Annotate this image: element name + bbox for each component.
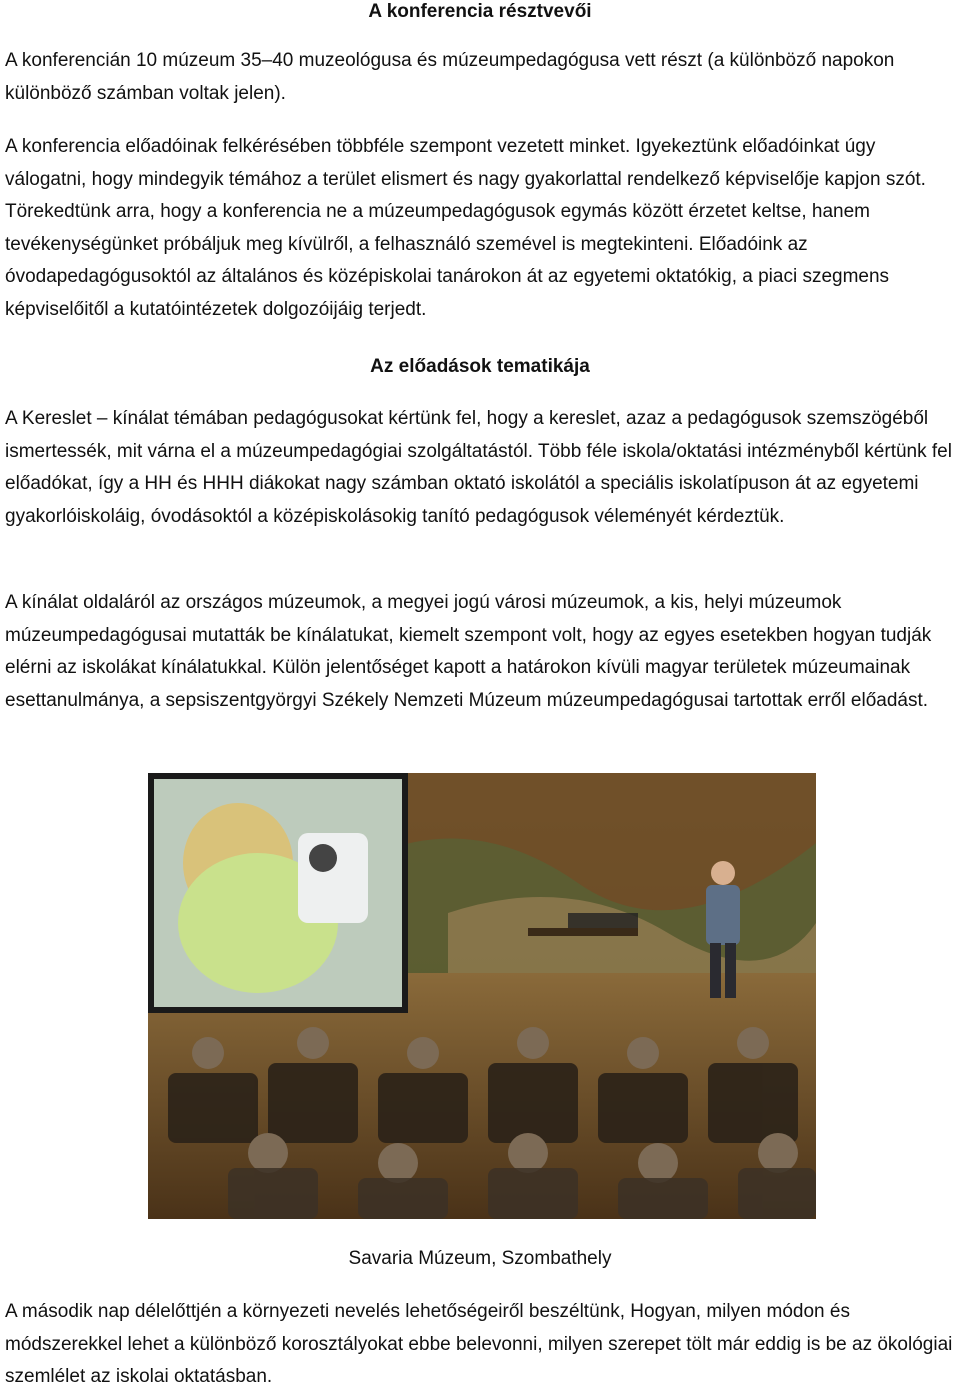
paragraph-offer-side: A kínálat oldaláról az országos múzeumok, a megyei jogú városi múzeumok, a kis, helyi múzeumok múzeumpedagógusai mutatták be kínálatukat, kiemelt szempont volt, hogy az egyes esetekben hogyan tudják elérni az iskolákat kínálatukkal. Külön jelentőséget kapott a határokon kívüli magyar területek múzeumainak esettanulmánya, a sepsiszentgyörgyi Székely Nemzeti Múzeum múzeumpedagógusai tartottak erről előadást. [5, 592, 932, 711]
section-title-topics: Az előadások tematikája [370, 356, 590, 377]
photo-caption: Savaria Múzeum, Szombathely [348, 1248, 612, 1269]
conference-photo [148, 773, 816, 1219]
paragraph-participants-count: A konferencián 10 múzeum 35–40 muzeológusa és múzeumpedagógusa vett részt (a különböző napokon különböző számban voltak jelen). [5, 50, 895, 104]
paragraph-environmental-education: A második nap délelőttjén a környezeti nevelés lehetőségeiről beszéltünk, Hogyan, milyen módon és módszerekkel lehet a különböző korosztályokat ebbe belevonni, milyen szerepet tölt már eddig is be az ökológiai szemlélet az iskolai oktatásban. [5, 1301, 953, 1388]
paragraph-speaker-selection: A konferencia előadóinak felkérésében többféle szempont vezetett minket. Igyekeztünk előadóinkat úgy válogatni, hogy mindegyik témához a terület elismert és nagy gyakorlattal rendelkező képviselője kapjon szót. Törekedtünk arra, hogy a konferencia ne a múzeumpedagógusok egymás között érzetet keltse, hanem tevékenységünket próbáljuk meg kívülről, a felhasználó szemével is megtekinteni. Előadóink az óvodapedagógusoktól az általános és középiskolai tanárokon át az egyetemi oktatókig, a piaci szegmens képviselőitől a kutatóintézetek dolgozóijáig terjedt. [5, 136, 926, 320]
paragraph-demand-offer: A Kereslet – kínálat témában pedagógusokat kértünk fel, hogy a kereslet, azaz a pedagógusok szemszögéből ismertessék, mit várna el a múzeumpedagógiai szolgáltatástól. Több féle iskola/oktatási intézményből kértünk fel előadókat, így a HH és HHH diákokat nagy számban oktató iskolától a speciális iskolatípuson át az egyetemi gyakorlóiskoláig, óvodásoktól a középiskolásokig tanító pedagógusok véleményét kérdeztük. [5, 408, 952, 527]
section-title-participants: A konferencia résztvevői [368, 1, 592, 22]
